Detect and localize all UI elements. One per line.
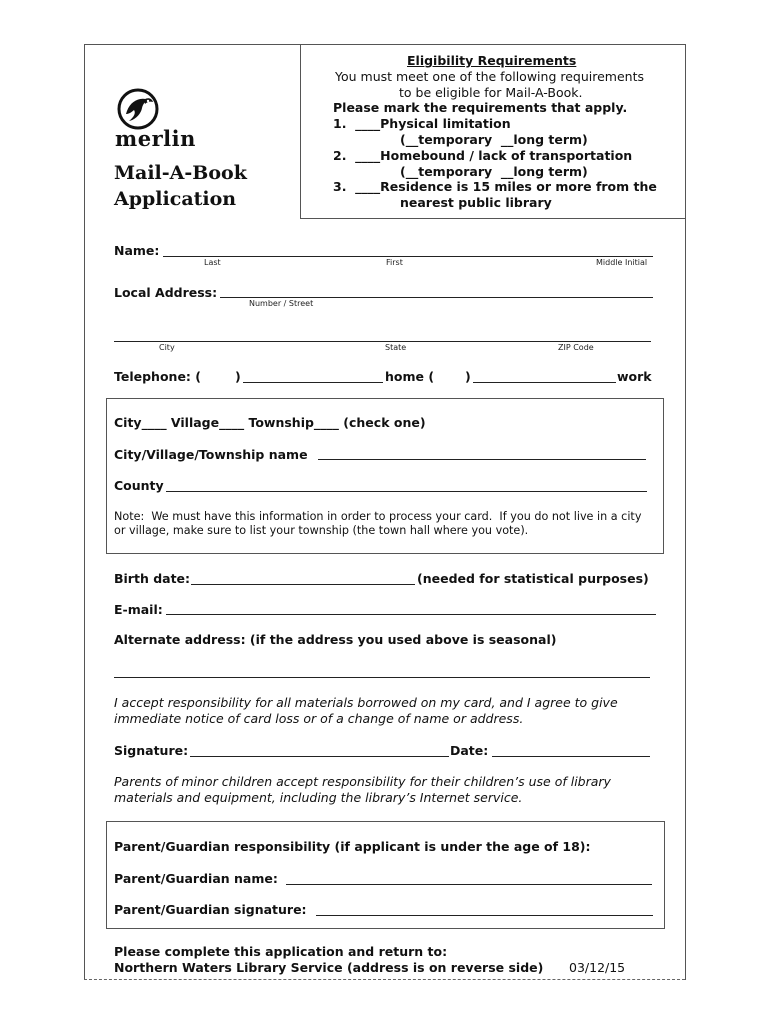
requirement-2-duration[interactable]: (__temporary __long term) xyxy=(400,164,588,179)
title-line-1: Mail-A-Book xyxy=(114,162,247,184)
email-field[interactable] xyxy=(166,614,656,615)
parents-note-1: Parents of minor children accept responsibility for their children’s use of library xyxy=(114,774,611,789)
telephone-close-paren-2: ) xyxy=(465,369,471,384)
telephone-label: Telephone: ( xyxy=(114,369,201,384)
date-field[interactable] xyxy=(492,756,650,757)
return-address-note: Northern Waters Library Service (address is on reverse side) xyxy=(114,960,544,975)
county-field[interactable] xyxy=(166,491,647,492)
name-sub-first: First xyxy=(386,258,403,267)
alternate-address-field[interactable] xyxy=(114,677,650,678)
address-sub-city: City xyxy=(159,343,175,352)
requirement-3-continued: nearest public library xyxy=(400,195,552,210)
eligibility-intro-1: You must meet one of the following requirements xyxy=(335,69,644,84)
city-state-zip-field[interactable] xyxy=(114,341,651,342)
eligibility-intro-2: to be eligible for Mail-A-Book. xyxy=(399,85,583,100)
acceptance-statement-2: immediate notice of card loss or of a change of name or address. xyxy=(114,711,524,726)
signature-field[interactable] xyxy=(190,756,449,757)
guardian-signature-label: Parent/Guardian signature: xyxy=(114,902,307,917)
page-title xyxy=(114,160,247,212)
parents-note-2: materials and equipment, including the library’s Internet service. xyxy=(114,790,523,805)
name-sub-middle: Middle Initial xyxy=(596,258,648,267)
return-instructions: Please complete this application and return to: xyxy=(114,944,448,959)
form-revision-date: 03/12/15 xyxy=(569,960,626,975)
signature-label: Signature: xyxy=(114,743,189,758)
county-label: County xyxy=(114,478,164,493)
requirement-1[interactable]: 1. ____Physical limitation xyxy=(333,116,511,131)
municipality-name-label: City/Village/Township name xyxy=(114,447,308,462)
eligibility-instruction: Please mark the requirements that apply. xyxy=(333,100,628,115)
acceptance-statement-1: I accept responsibility for all materials borrowed on my card, and I agree to give xyxy=(114,695,618,710)
telephone-work-label: work xyxy=(617,369,652,384)
birth-date-purpose: (needed for statistical purposes) xyxy=(417,571,649,586)
location-note-2: or village, make sure to list your township (the town hall where you vote). xyxy=(114,524,529,537)
guardian-name-label: Parent/Guardian name: xyxy=(114,871,278,886)
guardian-name-field[interactable] xyxy=(286,884,652,885)
local-address-label: Local Address: xyxy=(114,285,218,300)
title-line-2: Application xyxy=(114,188,237,210)
name-label: Name: xyxy=(114,243,160,258)
municipality-name-field[interactable] xyxy=(318,459,646,460)
address-sub-street: Number / Street xyxy=(249,299,314,308)
home-phone-field[interactable] xyxy=(243,382,383,383)
requirement-3[interactable]: 3. ____Residence is 15 miles or more from the xyxy=(333,179,657,194)
requirement-1-duration[interactable]: (__temporary __long term) xyxy=(400,132,588,147)
work-phone-field[interactable] xyxy=(473,382,616,383)
telephone-close-paren-1: ) xyxy=(235,369,241,384)
date-label: Date: xyxy=(450,743,489,758)
requirement-2[interactable]: 2. ____Homebound / lack of transportation xyxy=(333,148,633,163)
street-address-field[interactable] xyxy=(220,297,653,298)
birth-date-label: Birth date: xyxy=(114,571,191,586)
address-sub-zip: ZIP Code xyxy=(558,343,594,352)
guardian-heading: Parent/Guardian responsibility (if applicant is under the age of 18): xyxy=(114,839,591,854)
alternate-address-label: Alternate address: (if the address you used above is seasonal) xyxy=(114,632,557,647)
name-sub-last: Last xyxy=(204,258,221,267)
municipality-type-check[interactable]: City____ Village____ Township____ (check one) xyxy=(114,415,426,430)
address-sub-state: State xyxy=(385,343,407,352)
guardian-signature-field[interactable] xyxy=(316,915,653,916)
location-note-1: Note: We must have this information in order to process your card. If you do not live in a city xyxy=(114,510,642,523)
name-field[interactable] xyxy=(163,256,653,257)
bottom-divider xyxy=(84,979,685,980)
telephone-home-label: home ( xyxy=(385,369,435,384)
email-label: E-mail: xyxy=(114,602,163,617)
eligibility-heading: Eligibility Requirements xyxy=(407,53,577,68)
merlin-bird-logo-icon xyxy=(117,88,159,130)
birth-date-field[interactable] xyxy=(191,584,415,585)
logo-wordmark: merlin xyxy=(115,126,196,151)
